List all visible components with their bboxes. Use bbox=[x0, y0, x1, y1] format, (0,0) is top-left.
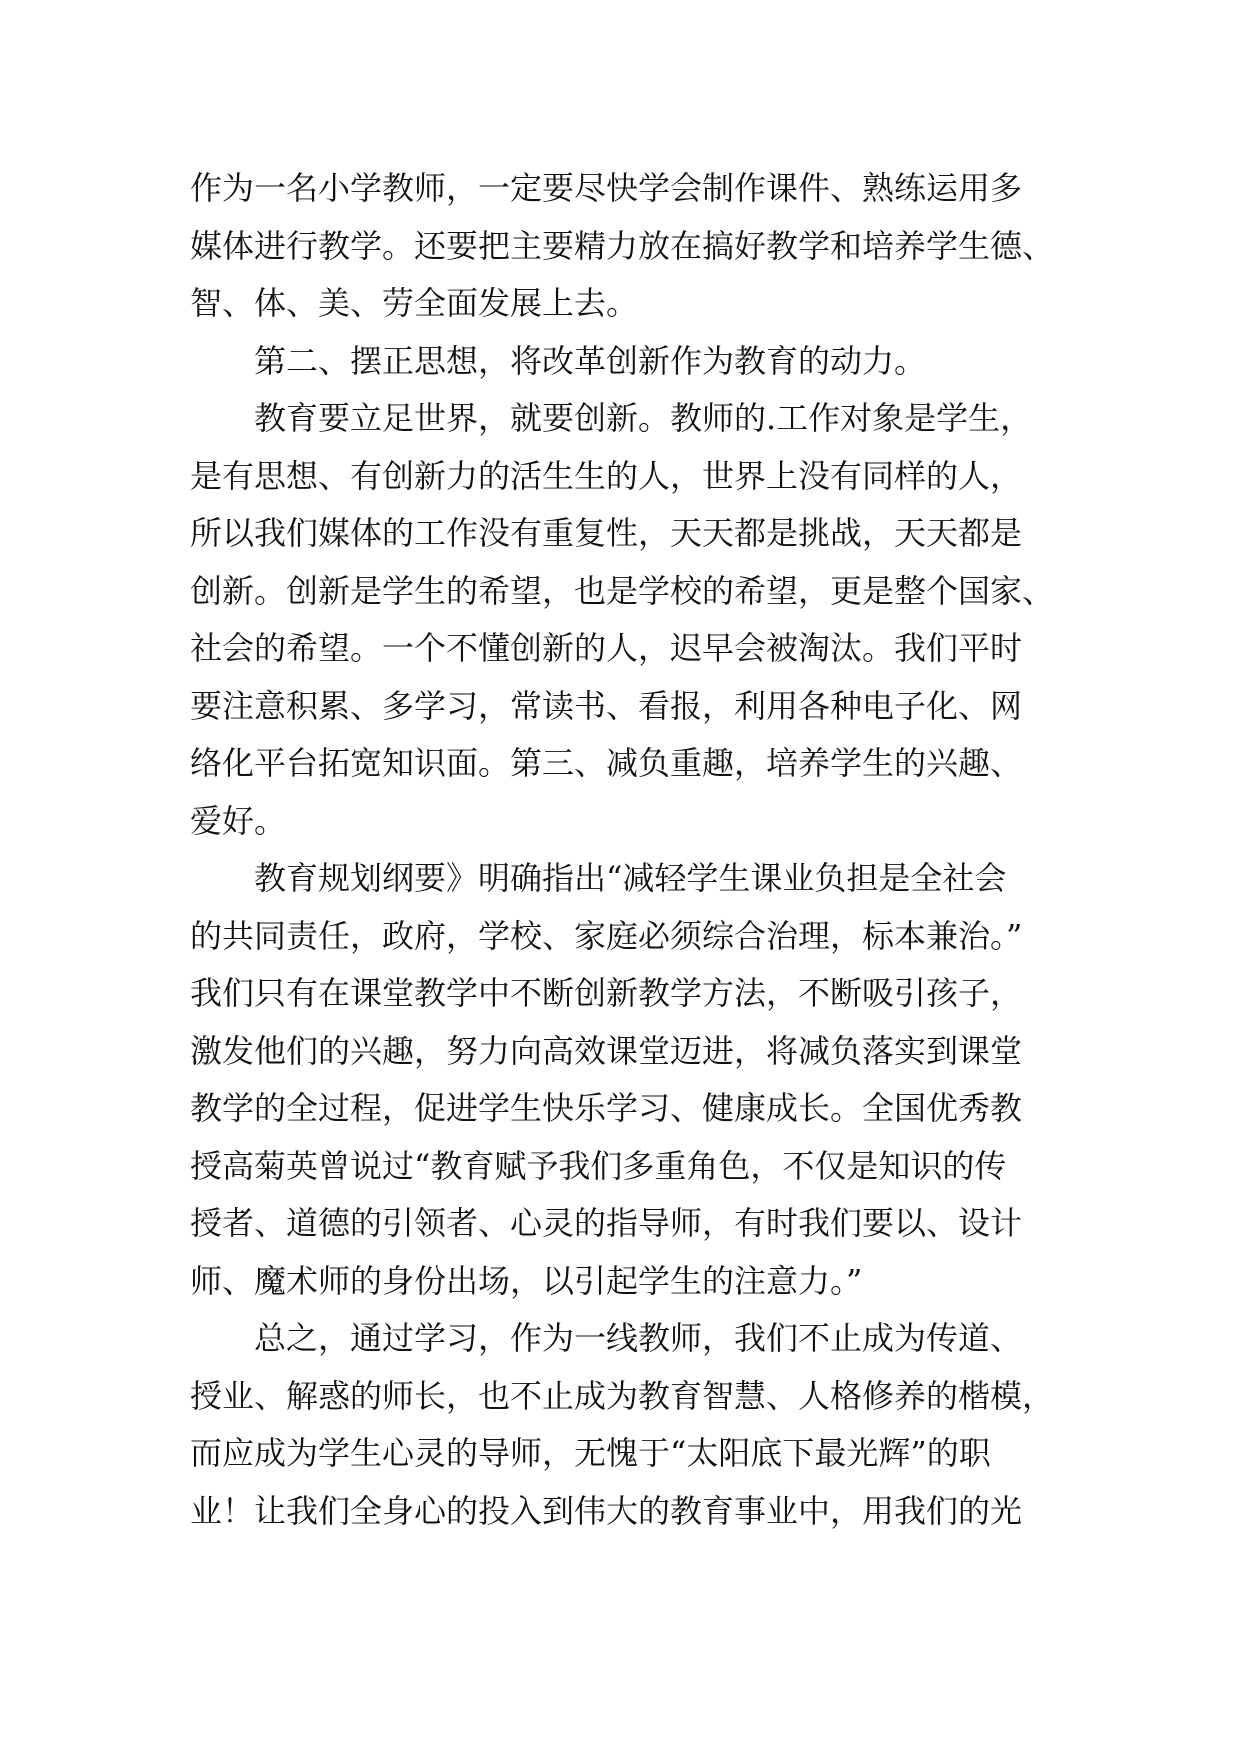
text-line: 的共同责任，政府，学校、家庭必须综合治理，标本兼治。” bbox=[190, 916, 1023, 955]
text-line: 爱好。 bbox=[190, 801, 287, 840]
text-line: 媒体进行教学。还要把主要精力放在搞好教学和培养学生德、 bbox=[190, 226, 1055, 265]
text-line: 教育要立足世界，就要创新。教师的.工作对象是学生， bbox=[254, 399, 1033, 437]
text-line: 络化平台拓宽知识面。第三、减负重趣，培养学生的兴趣、 bbox=[190, 744, 1023, 782]
text-line: 作为一名小学教师，一定要尽快学会制作课件、熟练运用多 bbox=[190, 169, 1023, 207]
text-line: 是有思想、有创新力的活生生的人，世界上没有同样的人， bbox=[190, 456, 1023, 495]
text-line: 智、体、美、劳全面发展上去。 bbox=[190, 284, 639, 322]
body-text bbox=[190, 160, 1090, 1540]
text-line: 授业、解惑的师长，也不止成为教育智慧、人格修养的楷模， bbox=[190, 1376, 1055, 1415]
text-line: 教学的全过程，促进学生快乐学习、健康成长。全国优秀教 bbox=[190, 1089, 1023, 1127]
text-line: 激发他们的兴趣，努力向高效课堂迈进，将减负落实到课堂 bbox=[190, 1031, 1023, 1070]
text-line: 而应成为学生心灵的导师，无愧于“太阳底下最光辉”的职 bbox=[190, 1434, 991, 1472]
text-line: 所以我们媒体的工作没有重复性，天天都是挑战，天天都是 bbox=[190, 514, 1023, 552]
section-heading: 第二、摆正思想，将改革创新作为教育的动力。 bbox=[254, 341, 927, 380]
text-line: 总之，通过学习，作为一线教师，我们不止成为传道、 bbox=[254, 1319, 1023, 1357]
text-line: 授者、道德的引领者、心灵的指导师，有时我们要以、设计 bbox=[190, 1204, 1023, 1242]
text-line: 授高菊英曾说过“教育赋予我们多重角色，不仅是知识的传 bbox=[190, 1146, 1007, 1185]
text-line: 业！让我们全身心的投入到伟大的教育事业中，用我们的光 bbox=[190, 1491, 1023, 1530]
text-line: 师、魔术师的身份出场，以引起学生的注意力。” bbox=[190, 1261, 863, 1300]
text-line: 要注意积累、多学习，常读书、看报，利用各种电子化、网 bbox=[190, 686, 1023, 725]
text-line: 社会的希望。一个不懂创新的人，迟早会被淘汰。我们平时 bbox=[190, 629, 1023, 667]
text-line: 教育规划纲要》明确指出“减轻学生课业负担是全社会 bbox=[254, 859, 1007, 897]
text-line: 创新。创新是学生的希望，也是学校的希望，更是整个国家、 bbox=[190, 571, 1055, 610]
text-line: 我们只有在课堂教学中不断创新教学方法，不断吸引孩子， bbox=[190, 974, 1023, 1012]
